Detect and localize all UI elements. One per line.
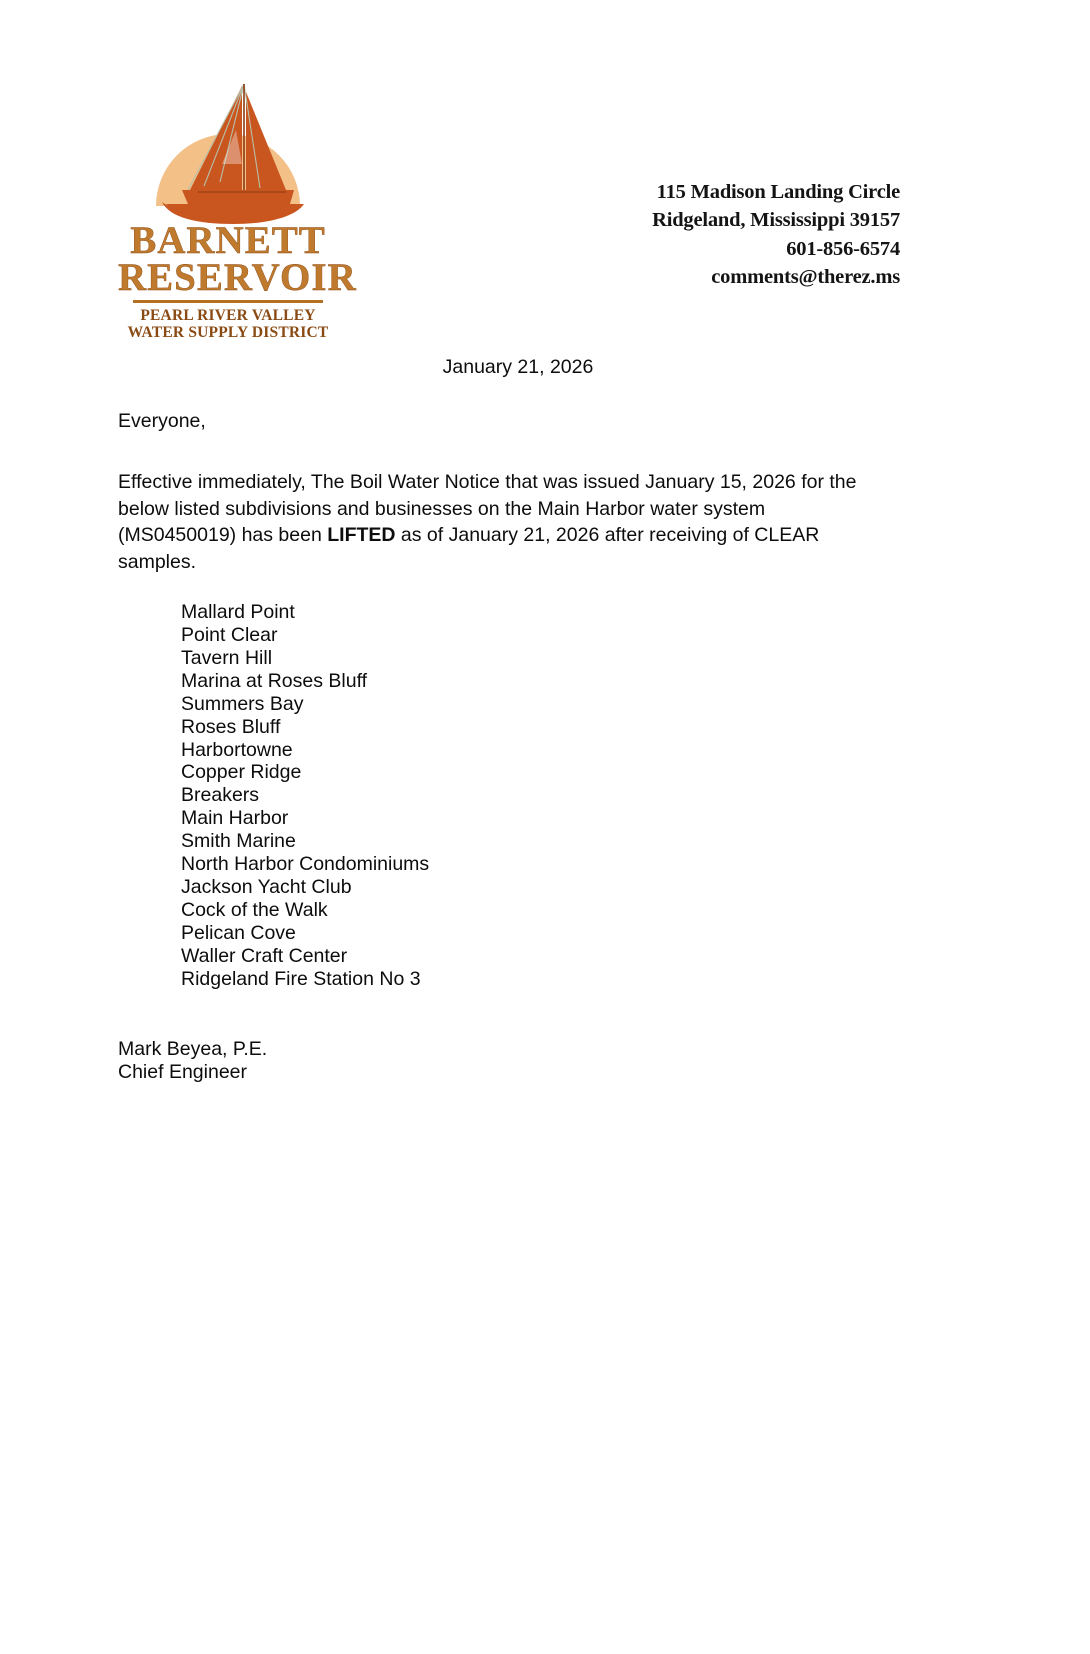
- list-item: Waller Craft Center: [181, 944, 348, 967]
- list-item: Mallard Point: [181, 601, 295, 624]
- list-item: Summers Bay: [181, 692, 304, 715]
- signer-title: Chief Engineer: [118, 1061, 247, 1084]
- subdivision-list: [181, 601, 978, 990]
- wordmark-line-reservoir: RESERVOIR: [118, 256, 357, 300]
- list-item: Point Clear: [181, 623, 278, 646]
- list-item: Cock of the Walk: [181, 898, 328, 921]
- list-item: Pelican Cove: [181, 921, 296, 944]
- address-phone: 601-856-6574: [786, 237, 900, 260]
- logo-subtitle-line-2: WATER SUPPLY DISTRICT: [127, 324, 329, 342]
- letter-body: [118, 358, 978, 1084]
- letter-date: January 21, 2026: [442, 356, 594, 378]
- letter-paragraph: [118, 469, 878, 575]
- list-item: North Harbor Condominiums: [181, 853, 430, 876]
- list-item: Jackson Yacht Club: [181, 875, 352, 898]
- list-item: Harbortowne: [181, 738, 293, 761]
- list-item: Marina at Roses Bluff: [181, 669, 368, 692]
- address-email: comments@therez.ms: [711, 265, 900, 288]
- signer-name: Mark Beyea, P.E.: [118, 1038, 268, 1061]
- paragraph-part-2: as of January 21, 2026 after receiving of CLEAR samples.: [118, 524, 820, 573]
- list-item: Copper Ridge: [181, 761, 302, 784]
- list-item: Roses Bluff: [181, 715, 281, 738]
- list-item: Tavern Hill: [181, 646, 273, 669]
- address-city-state-zip: Ridgeland, Mississippi 39157: [652, 209, 900, 232]
- list-item: Breakers: [181, 784, 260, 807]
- list-item: Smith Marine: [181, 830, 296, 853]
- sailboat-logo-icon: [118, 78, 338, 228]
- list-item: Main Harbor: [181, 807, 289, 830]
- paragraph-part-1: Effective immediately, The Boil Water Notice that was issued January 15, 2026 for the below listed subdivisions and businesses on the Main Harbor water system (MS0450019) has been: [118, 471, 857, 547]
- logo-subtitle-line-1: PEARL RIVER VALLEY: [140, 306, 316, 324]
- logo-wordmark: [118, 219, 357, 342]
- organization-logo: [118, 78, 357, 343]
- letterhead: [0, 78, 1090, 348]
- address-street: 115 Madison Landing Circle: [656, 181, 900, 203]
- signature-block: [118, 1038, 978, 1084]
- paragraph-emphasis-lifted: LIFTED: [327, 524, 396, 547]
- letter-salutation: Everyone,: [118, 409, 206, 432]
- contact-address-block: [652, 178, 900, 291]
- list-item: Ridgeland Fire Station No 3: [181, 967, 421, 990]
- wordmark-line-barnett: BARNETT: [130, 219, 326, 262]
- wordmark-divider: [133, 300, 323, 303]
